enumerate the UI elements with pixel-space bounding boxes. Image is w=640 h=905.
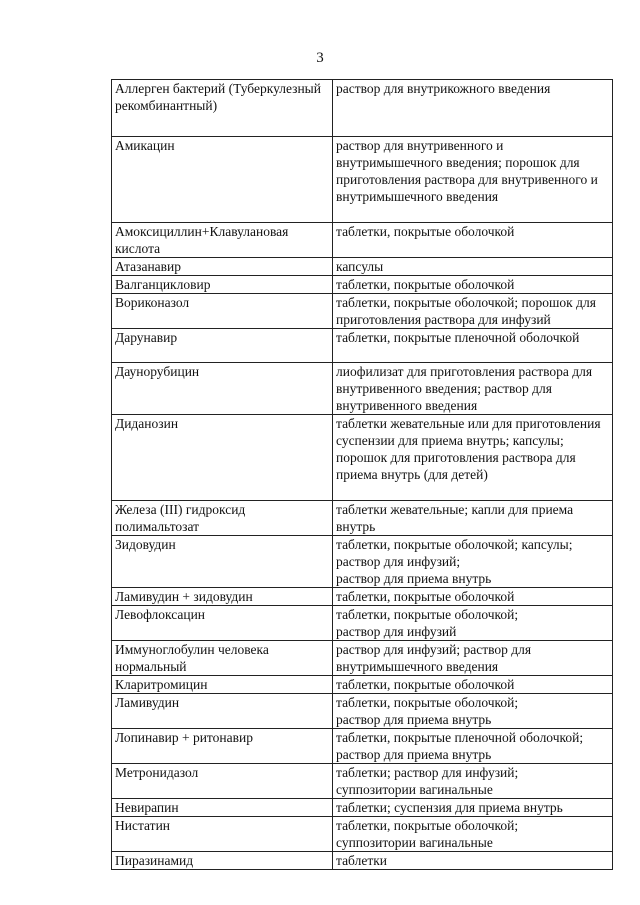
dosage-form-text: таблетки, покрытые пленочной оболочкой; раствор для приема внутрь [336, 730, 584, 762]
dosage-form-cell [333, 501, 613, 536]
drug-name-cell: Ламивудин [112, 694, 333, 729]
table-row [112, 501, 613, 536]
drug-name-cell: Нистатин [112, 817, 333, 852]
dosage-form-text: таблетки, покрытые оболочкой [336, 224, 515, 239]
drug-name-cell: Невирапин [112, 799, 333, 817]
drug-name-cell: Валганцикловир [112, 276, 333, 294]
dosage-form-text: таблетки, покрытые оболочкой; капсулы; раствор для инфузий; [336, 537, 573, 569]
dosage-form-cell [333, 817, 613, 852]
dosage-form-cell [333, 363, 613, 415]
table-row [112, 363, 613, 415]
dosage-form-text: суппозитории вагинальные [336, 782, 493, 797]
dosage-form-text: таблетки [336, 853, 388, 868]
dosage-form-cell [333, 329, 613, 363]
table-row [112, 852, 613, 870]
dosage-form-text: таблетки, покрытые оболочкой; [336, 695, 519, 710]
drug-name-cell: Метронидазол [112, 764, 333, 799]
dosage-form-cell [333, 852, 613, 870]
table-row [112, 294, 613, 329]
drug-table [111, 79, 613, 870]
dosage-form-text: раствор для внутривенного и внутримышечного введения; порошок для приготовления раствора для внутривенного и внутримышечного введения [336, 138, 598, 204]
dosage-form-text: раствор для внутрикожного введения [336, 81, 551, 96]
dosage-form-cell [333, 294, 613, 329]
drug-name-cell: Левофлоксацин [112, 606, 333, 641]
table-row [112, 606, 613, 641]
drug-name-cell: Кларитромицин [112, 676, 333, 694]
table-row [112, 729, 613, 764]
dosage-form-cell [333, 764, 613, 799]
dosage-form-text: раствор для приема внутрь [336, 571, 492, 586]
drug-name-cell: Пиразинамид [112, 852, 333, 870]
dosage-form-text: таблетки, покрытые оболочкой [336, 677, 515, 692]
dosage-form-text: раствор для инфузий; раствор для внутримышечного введения [336, 642, 532, 674]
drug-name-cell: Атазанавир [112, 258, 333, 276]
dosage-form-cell [333, 536, 613, 588]
dosage-form-text: таблетки жевательные или для приготовления суспензии для приема внутрь; капсулы; порошок для приготовления раствора для приема внутрь (для детей) [336, 416, 601, 482]
drug-name-cell: Зидовудин [112, 536, 333, 588]
dosage-form-cell [333, 137, 613, 223]
drug-name-cell: Даунорубицин [112, 363, 333, 415]
dosage-form-cell [333, 80, 613, 137]
drug-name-cell: Вориконазол [112, 294, 333, 329]
dosage-form-text: раствор для инфузий [336, 624, 457, 639]
dosage-form-text: таблетки, покрытые оболочкой; порошок для приготовления раствора для инфузий [336, 295, 596, 327]
table-row [112, 276, 613, 294]
dosage-form-text: раствор для приема внутрь [336, 712, 492, 727]
dosage-form-text: таблетки; раствор для инфузий; [336, 765, 519, 780]
table-row [112, 536, 613, 588]
drug-name-cell: Железа (III) гидроксид полимальтозат [112, 501, 333, 536]
dosage-form-text: лиофилизат для приготовления раствора для внутривенного введения; раствор для внутривенного введения [336, 364, 593, 413]
table-row [112, 799, 613, 817]
table-row [112, 137, 613, 223]
drug-name-cell: Ламивудин + зидовудин [112, 588, 333, 606]
dosage-form-cell [333, 276, 613, 294]
dosage-form-text: таблетки, покрытые оболочкой; [336, 607, 519, 622]
dosage-form-text: таблетки, покрытые оболочкой [336, 277, 515, 292]
dosage-form-cell [333, 258, 613, 276]
table-row [112, 817, 613, 852]
dosage-form-cell [333, 641, 613, 676]
table-row [112, 329, 613, 363]
table-row [112, 258, 613, 276]
drug-name-cell: Аллерген бактерий (Туберкулезный рекомбинантный) [112, 80, 333, 137]
dosage-form-text: таблетки, покрытые оболочкой [336, 589, 515, 604]
table-row [112, 764, 613, 799]
drug-name-cell: Амоксициллин+Клавулановая кислота [112, 223, 333, 258]
dosage-form-text: таблетки жевательные; капли для приема внутрь [336, 502, 574, 534]
dosage-form-text: таблетки, покрытые пленочной оболочкой [336, 330, 580, 345]
dosage-form-cell [333, 694, 613, 729]
table-row [112, 415, 613, 501]
dosage-form-cell [333, 415, 613, 501]
drug-name-cell: Дарунавир [112, 329, 333, 363]
dosage-form-cell [333, 676, 613, 694]
dosage-form-cell [333, 223, 613, 258]
drug-name-cell: Диданозин [112, 415, 333, 501]
table-row [112, 641, 613, 676]
drug-name-cell: Лопинавир + ритонавир [112, 729, 333, 764]
page-number: 3 [316, 50, 324, 66]
table-row [112, 223, 613, 258]
dosage-form-cell [333, 729, 613, 764]
drug-name-cell: Амикацин [112, 137, 333, 223]
table-row [112, 588, 613, 606]
dosage-form-text: таблетки, покрытые оболочкой; [336, 818, 519, 833]
table-row [112, 694, 613, 729]
dosage-form-text: таблетки; суспензия для приема внутрь [336, 800, 563, 815]
dosage-form-cell [333, 588, 613, 606]
dosage-form-text: капсулы [336, 259, 384, 274]
drug-name-cell: Иммуноглобулин человека нормальный [112, 641, 333, 676]
table-row [112, 676, 613, 694]
table-row [112, 80, 613, 137]
dosage-form-cell [333, 799, 613, 817]
dosage-form-cell [333, 606, 613, 641]
dosage-form-text: суппозитории вагинальные [336, 835, 493, 850]
